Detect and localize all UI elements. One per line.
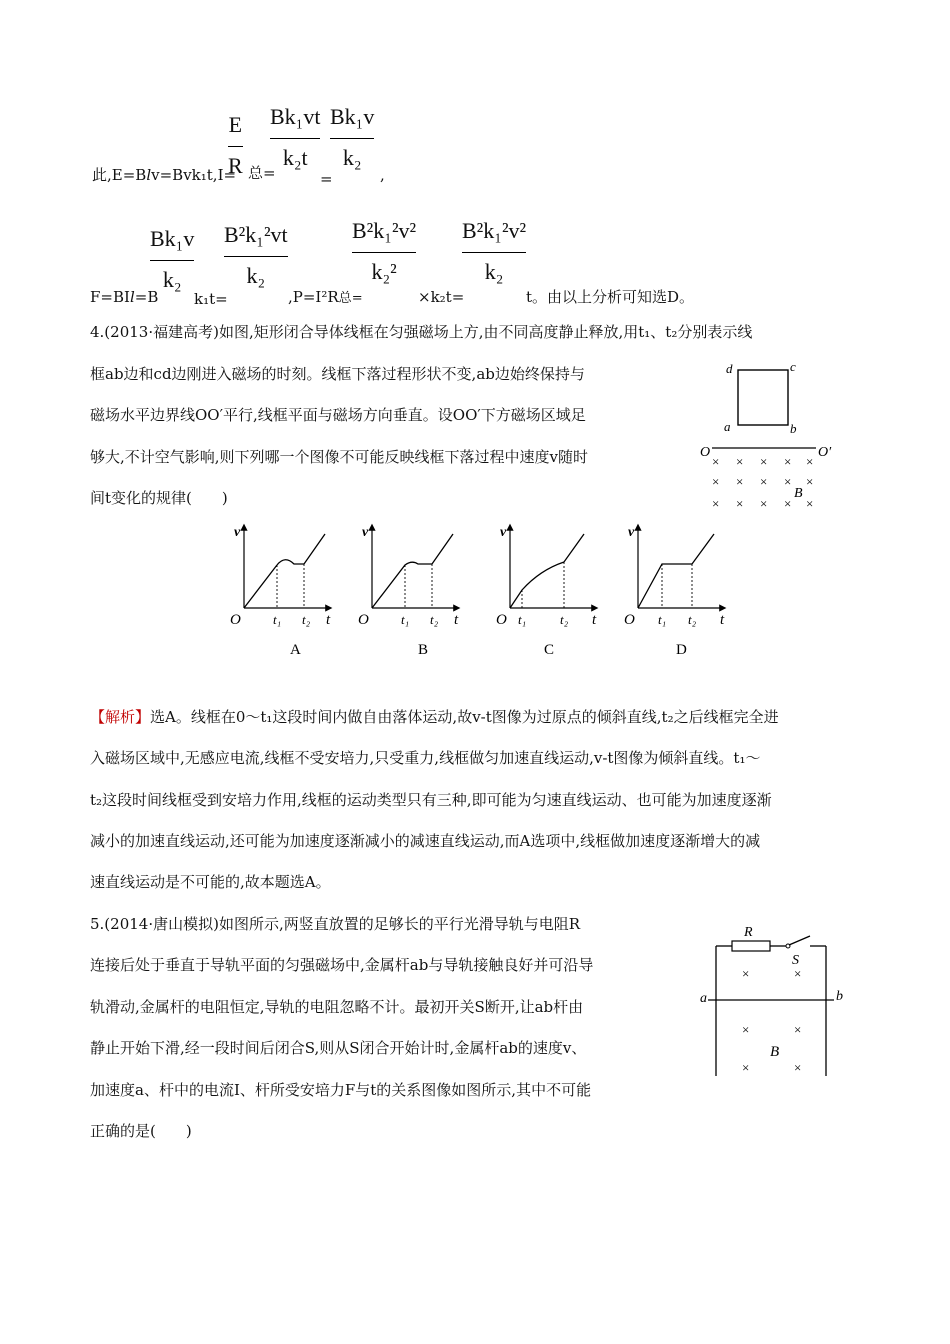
switch-s (789, 936, 810, 945)
svg-text:t₁: t₁ (518, 612, 527, 627)
label-o-prime: O′ (818, 445, 832, 460)
svg-text:×: × (794, 1022, 802, 1037)
formula1-equals: = (320, 170, 333, 188)
field-crosses (712, 454, 813, 511)
svg-text:O: O (496, 612, 507, 628)
formula1-fraction-e-over-r: E R (228, 112, 243, 178)
label-d: d (726, 361, 733, 376)
formula2-fraction-3: B²k₁²v² k₂² (352, 218, 417, 284)
svg-text:×: × (806, 474, 814, 489)
svg-text:×: × (742, 966, 750, 981)
analysis-line-3: t₂这段时间线框受到安培力作用,线框的运动类型只有三种,即可能为匀速直线运动、也可能为加速度逐渐 (90, 791, 772, 809)
svg-text:×: × (712, 454, 720, 469)
svg-text:t₁: t₁ (273, 612, 282, 627)
svg-text:×: × (806, 454, 814, 469)
svg-text:t₂: t₂ (430, 612, 439, 627)
svg-text:×: × (736, 454, 744, 469)
q4-line-1: 4.(2013·福建高考)如图,矩形闭合导体线框在匀强磁场上方,由不同高度静止释放,用t₁、t₂分别表示线 (90, 323, 753, 341)
svg-text:t₁: t₁ (658, 612, 667, 627)
svg-text:R: R (744, 925, 753, 940)
svg-text:t: t (454, 612, 459, 628)
graph-a (230, 525, 331, 658)
formula2-fraction-2: B²k₁²vt k₂ (224, 222, 288, 288)
svg-text:×: × (784, 496, 792, 511)
q4-line-5: 间t变化的规律( ) (90, 489, 228, 507)
label-field-b: B (794, 486, 803, 501)
resistor (732, 941, 770, 951)
formula2-fraction-4: B²k₁²v² k₂ (462, 218, 527, 284)
graph-d (624, 525, 725, 658)
q4-line-2: 框ab边和cd边刚进入磁场的时刻。线框下落过程形状不变,ab边始终保持与 (90, 365, 585, 383)
formula2-conclusion: t。由以上分析可知选D。 (526, 288, 695, 306)
svg-text:×: × (712, 474, 720, 489)
graph-a-curve (244, 565, 277, 608)
svg-text:t₁: t₁ (401, 612, 410, 627)
svg-text:t₂: t₂ (688, 612, 697, 627)
svg-text:v: v (500, 525, 507, 540)
analysis-line-5: 速直线运动是不可能的,故本题选A。 (90, 873, 331, 891)
svg-text:A: A (290, 642, 301, 658)
svg-text:×: × (794, 1060, 802, 1075)
loop-rect (738, 370, 788, 425)
formula1-prefix: 此,E=Blv=Bvk₁t,I= (92, 166, 237, 184)
svg-text:×: × (712, 496, 720, 511)
svg-text:t: t (326, 612, 331, 628)
svg-text:×: × (742, 1022, 750, 1037)
graph-b (358, 525, 459, 658)
formula1-fraction-2: Bk₁vt k₂t (270, 104, 321, 170)
q5-line-1: 5.(2014·唐山模拟)如图所示,两竖直放置的足够长的平行光滑导轨与电阻R (90, 915, 581, 933)
svg-text:×: × (806, 496, 814, 511)
analysis-line-4: 减小的加速直线运动,还可能为加速度逐渐减小的减速直线运动,而A选项中,线框做加速度逐渐增大的减 (90, 832, 761, 850)
svg-text:S: S (792, 953, 799, 968)
svg-text:×: × (784, 474, 792, 489)
formula2-fraction-1: Bk₁v k₂ (150, 226, 195, 292)
svg-text:v: v (628, 525, 635, 540)
svg-text:×: × (794, 966, 802, 981)
graph-c (496, 525, 597, 658)
svg-text:×: × (760, 496, 768, 511)
svg-text:×: × (760, 474, 768, 489)
svg-text:t: t (720, 612, 725, 628)
svg-text:×: × (742, 1060, 750, 1075)
formula2-k1t: k₁t= (194, 290, 228, 308)
svg-text:a: a (700, 991, 707, 1006)
svg-text:D: D (676, 642, 687, 658)
svg-text:t₂: t₂ (560, 612, 569, 627)
formula1-fraction-3: Bk₁v k₂ (330, 104, 375, 170)
analysis-line-1: 【解析】选A。线框在0～t₁这段时间内做自由落体运动,故v-t图像为过原点的倾斜直线,t₂之后线框完全进 (90, 708, 779, 726)
analysis-line-2: 入磁场区域中,无感应电流,线框不受安培力,只受重力,线框做匀加速直线运动,v-t图像为倾斜直线。t₁～ (90, 749, 761, 767)
label-o: O (700, 445, 711, 460)
svg-text:O: O (230, 612, 241, 628)
formula2-prefix: F=BIl=B (90, 288, 159, 306)
q4-line-4: 够大,不计空气影响,则下列哪一个图像不可能反映线框下落过程中速度v随时 (90, 448, 589, 466)
q4-loop-figure (698, 356, 838, 518)
svg-text:v: v (362, 525, 369, 540)
formula1-comma: , (380, 166, 385, 184)
svg-text:t₂: t₂ (302, 612, 311, 627)
q5-circuit-figure (698, 924, 848, 1084)
svg-text:C: C (544, 642, 555, 658)
label-c: c (790, 359, 796, 374)
q5-line-6: 正确的是( ) (90, 1122, 192, 1140)
q5-line-5: 加速度a、杆中的电流I、杆所受安培力F与t的关系图像如图所示,其中不可能 (90, 1081, 592, 1099)
svg-text:t: t (592, 612, 597, 628)
svg-text:O: O (358, 612, 369, 628)
q4-line-3: 磁场水平边界线OO′平行,线框平面与磁场方向垂直。设OO′下方磁场区域足 (90, 406, 586, 424)
q4-graphs (222, 522, 742, 662)
svg-text:O: O (624, 612, 635, 628)
q5-line-3: 轨滑动,金属杆的电阻恒定,导轨的电阻忽略不计。最初开关S断开,让ab杆由 (90, 998, 584, 1016)
svg-text:×: × (736, 496, 744, 511)
svg-text:×: × (784, 454, 792, 469)
formula1-subscript-total: 总= (248, 164, 276, 182)
svg-text:B: B (418, 642, 429, 658)
analysis-tag: 【解析】 (90, 708, 151, 726)
label-b: b (790, 421, 797, 436)
formula2-power: ,P=I²R总= (288, 288, 363, 306)
svg-text:v: v (234, 525, 241, 540)
svg-text:×: × (760, 454, 768, 469)
label-a: a (724, 419, 731, 434)
q5-line-2: 连接后处于垂直于导轨平面的匀强磁场中,金属杆ab与导轨接触良好并可沿导 (90, 956, 594, 974)
q5-line-4: 静止开始下滑,经一段时间后闭合S,则从S闭合开始计时,金属杆ab的速度v、 (90, 1039, 587, 1057)
formula2-times: ×k₂t= (418, 288, 465, 306)
svg-text:B: B (770, 1044, 780, 1060)
svg-text:b: b (836, 989, 843, 1004)
svg-text:×: × (736, 474, 744, 489)
